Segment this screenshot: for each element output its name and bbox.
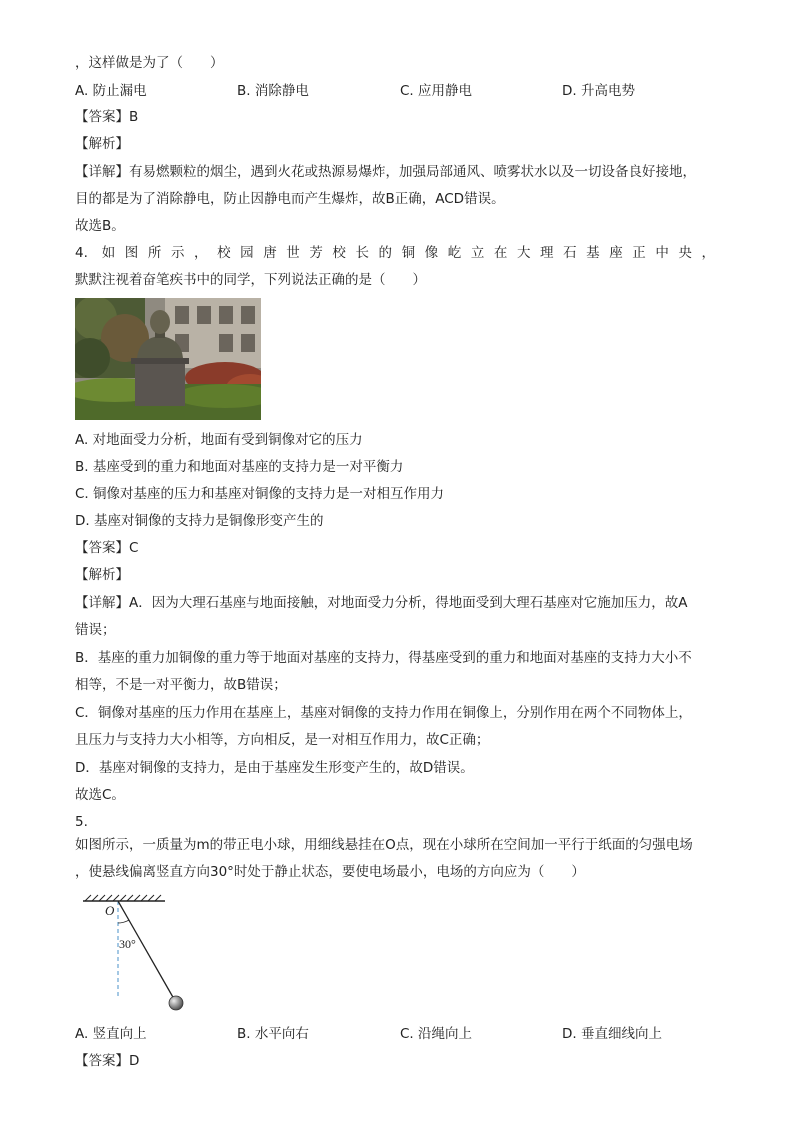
q4-detail-line-3: B．基座的重力加铜像的重力等于地面对基座的支持力，得基座受到的重力和地面对基座的支持力大小不 [75,650,692,666]
q4-option-d: D. 基座对铜像的支持力是铜像形变产生的 [75,513,324,529]
q4-detail-line-5: C．铜像对基座的压力作用在基座上，基座对铜像的支持力作用在铜像上，分别作用在两个不同物体上， [75,705,692,721]
q4-option-b: B. 基座受到的重力和地面对基座的支持力是一对平衡力 [75,459,404,475]
q5-stem-line-1: 如图所示，一质量为m的带正电小球，用细线悬挂在O点，现在小球所在空间加一平行于纸面的匀强电场 [75,837,693,853]
angle-arc [118,920,129,923]
q3-detail-line-2: 目的都是为了消除静电，防止因静电而产生爆炸，故B正确，ACD错误。 [75,191,505,207]
q5-stem-line-2: ，使悬线偏离竖直方向30°时处于静止状态，要使电场最小，电场的方向应为（ ） [75,864,585,880]
q4-detail-line-7: D．基座对铜像的支持力，是由于基座发生形变产生的，故D错误。 [75,760,474,776]
q4-option-a: A. 对地面受力分析，地面有受到铜像对它的压力 [75,432,363,448]
q4-detail-line-2: 错误； [75,622,116,638]
statue-photo [75,298,261,420]
q4-stem-line-1: 4. 如图所示，校园唐世芳校长的铜像屹立在大理石基座正中央， [75,245,715,261]
q3-option-c: C. 应用静电 [400,83,473,99]
q5-option-c: C. 沿绳向上 [400,1026,473,1042]
q4-answer: 【答案】C [75,540,139,556]
q5-option-b: B. 水平向右 [237,1026,309,1042]
q4-detail-line-6: 且压力与支持力大小相等，方向相反，是一对相互作用力，故C正确； [75,732,490,748]
ceiling [83,895,165,901]
angle-label: 30° [119,937,136,951]
q3-options [75,82,715,100]
q4-conclusion: 故选C。 [75,787,125,803]
pendulum-diagram [75,893,215,1018]
q3-stem-tail: ，这样做是为了（ ） [75,55,224,71]
q5-option-d: D. 垂直细线向上 [562,1026,662,1042]
point-o-label: O [105,903,115,918]
q3-conclusion: 故选B。 [75,218,125,234]
q4-option-c: C. 铜像对基座的压力和基座对铜像的支持力是一对相互作用力 [75,486,445,502]
q4-detail-line-1: 【详解】A．因为大理石基座与地面接触，对地面受力分析，得地面受到大理石基座对它施加压力，故A [75,595,688,611]
q4-detail-line-4: 相等，不是一对平衡力，故B错误； [75,677,287,693]
q5-option-a: A. 竖直向上 [75,1026,147,1042]
q3-detail-line-1: 【详解】有易燃颗粒的烟尘，遇到火花或热源易爆炸，加强局部通风、喷雾状水以及一切设备良好接地， [75,164,696,180]
q3-option-a: A. 防止漏电 [75,83,147,99]
q5-answer: 【答案】D [75,1053,140,1069]
q3-answer: 【答案】B [75,109,139,125]
q3-option-d: D. 升高电势 [562,83,635,99]
q4-analysis-heading: 【解析】 [75,567,129,583]
q3-analysis-heading: 【解析】 [75,136,129,152]
q5-number: 5. [75,814,88,830]
q5-options [75,1025,715,1043]
charged-ball [169,996,183,1010]
q4-stem-line-2: 默默注视着奋笔疾书中的同学，下列说法正确的是（ ） [75,272,426,288]
q3-option-b: B. 消除静电 [237,83,309,99]
